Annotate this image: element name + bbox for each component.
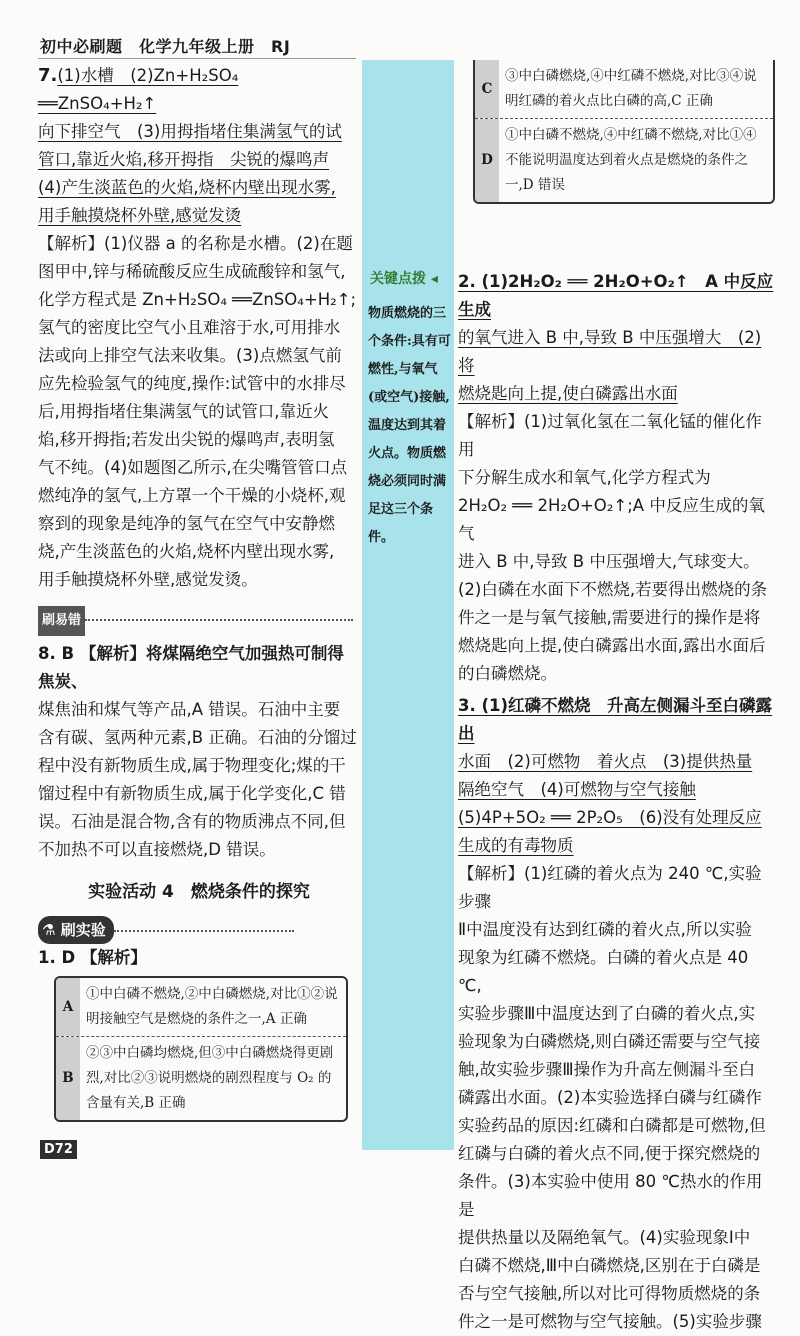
q3-explanation: 【解析】(1)红磷的着火点为 240 ℃,实验步骤 Ⅱ中温度没有达到红磷的着火点,所以实验 现象为红磷不燃烧。白磷的着火点是 40 ℃, 实验步骤Ⅲ中温度达到了白磷的着火点,实 验现象为白磷燃烧,则白磷还需要与空气接 触,故实验步骤Ⅲ操作为升高左侧漏斗至白 磷露出水面。(2)本实验选择白磷与红磷作 实验药品的原因:红磷和白磷都是可燃物,但 红磷与白磷的着火点不同,便于探究燃烧的 条件。(3)本实验中使用 80 ℃热水的作用是 提供热量以及隔绝氧气。(4)实验现象Ⅰ中 白磷不燃烧,Ⅲ中白磷燃烧,区别在于白磷是 否与空气接触,所以对比可得物质燃烧的条 件之一是可燃物与空气接触。(5)实验步骤 (458, 864, 766, 1331)
experiment-badge: ⚗ 刷实验 (38, 916, 114, 944)
activity-title: 实验活动 4 燃烧条件的探究 (88, 882, 310, 902)
option-row-c: C ③中白磷燃烧,④中红磷不燃烧,对比③④说明红磷的着火点比白磷的高,C 正确 (475, 60, 773, 119)
header-divider (38, 58, 356, 59)
q2-answer: 2. (1)2H₂O₂ ══ 2H₂O+O₂↑ A 中反应生成 的氧气进入 B 中,导致 B 中压强增大 (2)将 燃烧匙向上提,使白磷露出水面 (458, 272, 774, 403)
page-header: 初中必刷题 化学九年级上册 RJ (40, 37, 291, 56)
q3-answer: 3. (1)红磷不燃烧 升高左侧漏斗至白磷露出 水面 (2)可燃物 着火点 (3)提供热量 隔绝空气 (4)可燃物与空气接触 (5)4P+5O₂ ══ 2P₂O₅ (6)没有处理反应 生成的有毒物质 (458, 696, 773, 855)
option-row-d: D ①中白磷不燃烧,④中红磷不燃烧,对比①④不能说明温度达到着火点是燃烧的条件之一,D 错误 (475, 119, 773, 202)
q1-options-continued (473, 60, 775, 204)
q8-head: 8. B 【解析】将煤隔绝空气加强热可制得焦炭、 (38, 644, 344, 691)
tip-title: 关键点拨 ◂ (370, 271, 438, 287)
q2-explanation: 【解析】(1)过氧化氢在二氧化锰的催化作用 下分解生成水和氧气,化学方程式为 2H₂O₂ ══ 2H₂O+O₂↑;A 中反应生成的氧气 进入 B 中,导致 B 中压强增大,气球变大。 (2)白磷在水面下不燃烧,若要得出燃烧的条 件之一是与氧气接触,需要进行的操作是将 燃烧匙向上提,使白磷露出水面,露出水面后 的白磷燃烧。 (458, 412, 768, 683)
section-dots (85, 619, 353, 621)
flask-icon: ⚗ (42, 921, 56, 939)
q7-number: 7. (38, 65, 58, 86)
left-column (38, 62, 360, 1122)
page-number: D72 (40, 1140, 77, 1159)
q1-head: 1. D 【解析】 (38, 948, 147, 967)
section-easy-wrong: 刷易错 (38, 606, 85, 636)
q7-answer: 7.(1)水槽 (2)Zn+H₂SO₄ ══ZnSO₄+H₂↑ 向下排空气 (3)用拇指堵住集满氢气的试 管口,靠近火焰,移开拇指 尖锐的爆鸣声 (4)产生淡蓝色的火焰,烧杯内壁出现水雾, 用手触摸烧杯外壁,感觉发烫 (38, 65, 342, 225)
tip-text: 物质燃烧的三个条件:具有可燃性,与氧气(或空气)接触,温度达到其着火点。物质燃烧必须同时满足这三个条件。 (368, 306, 451, 545)
q1-options-box (54, 976, 348, 1122)
q8-block: 8. B 【解析】将煤隔绝空气加强热可制得焦炭、 煤焦油和煤气等产品,A 错误。石油中主要 含有碳、氢两种元素,B 正确。石油的分馏过 程中没有新物质生成,属于物理变化;煤的干 馏过程中有新物质生成,属于化学变化,C 错 误。石油是混合物,含有的物质沸点不同,但 不加热不可以直接燃烧,D 错误。 (38, 640, 360, 864)
tip-column (362, 60, 454, 1150)
option-row-a: A ①中白磷不燃烧,②中白磷燃烧,对比①②说明接触空气是燃烧的条件之一,A 正确 (56, 978, 346, 1037)
q7-explanation: 【解析】(1)仪器 a 的名称是水槽。(2)在题 图甲中,锌与稀硫酸反应生成硫酸锌和氢气, 化学方程式是 Zn+H₂SO₄ ══ZnSO₄+H₂↑; 氢气的密度比空气小且难溶于水,可用排水 法或向上排空气法来收集。(3)点燃氢气前 应先检验氢气的纯度,操作:试管中的水排尽 后,用拇指堵住集满氢气的试管口,靠近火 焰,移开拇指;若发出尖锐的爆鸣声,表明氢 气不纯。(4)如题图乙所示,在尖嘴管管口点 燃纯净的氢气,上方罩一个干燥的小烧杯,观 察到的现象是纯净的氢气在空气中安静燃 烧,产生淡蓝色的火焰,烧杯内壁出现水雾, 用手触摸烧杯外壁,感觉发烫。 (38, 234, 357, 589)
right-column (458, 268, 776, 1336)
option-row-b: B ②③中白磷均燃烧,但③中白磷燃烧得更剧烈,对比②③说明燃烧的剧烈程度与 O₂ 的含量有关,B 正确 (56, 1037, 346, 1120)
